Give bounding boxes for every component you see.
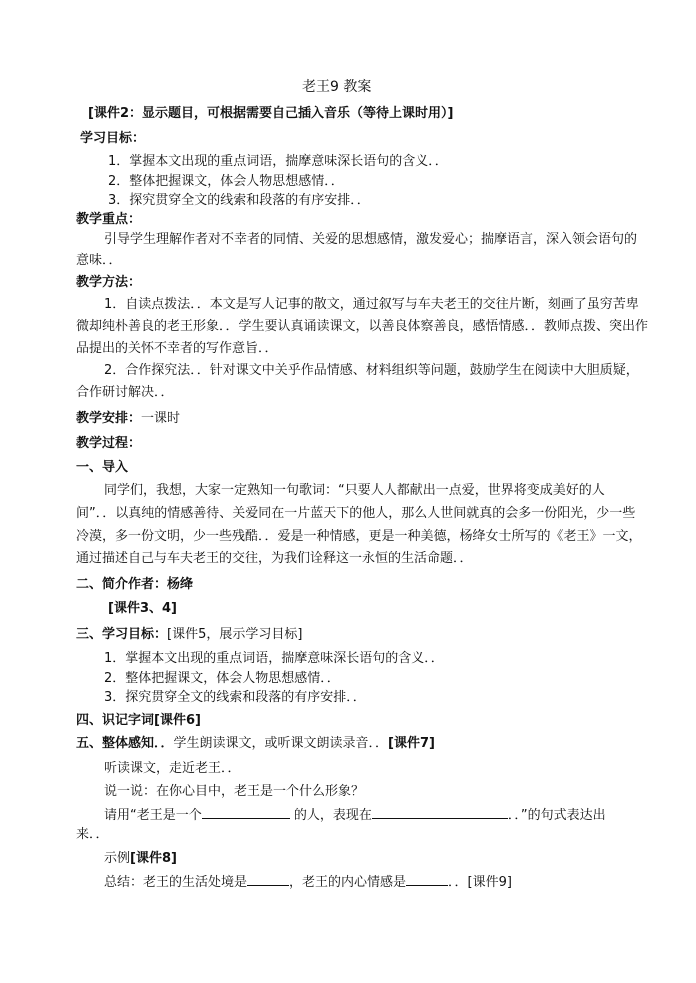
perceive-heading-line (76, 735, 435, 753)
goals2-heading-line (76, 626, 302, 644)
author-courseware: [课件3、4] (108, 601, 177, 616)
fill-blank (372, 806, 508, 819)
perceive-heading-ref: [课件7] (388, 736, 435, 751)
goal2-item: 3．探究贯穿全文的线索和段落的有序安排．． (104, 690, 366, 705)
key-points-heading: 教学重点： (76, 212, 142, 227)
courseware-note: [课件2：显示题目，可根据需要自己插入音乐（等待上课时用）] (88, 106, 454, 121)
summary-text: ，老王的内心情感是 (289, 875, 407, 890)
method-text: 2．合作探究法．．针对课文中关乎作品情感、材料组织等问题，鼓励学生在阅读中大胆质疑， (104, 363, 639, 378)
summary-line (104, 873, 512, 892)
method-text: 1．自读点拨法．．本文是写人记事的散文，通过叙写与车夫老王的交往片断，刻画了虽穷苦卑 (104, 297, 639, 312)
goal2-item: 1．掌握本文出现的重点词语，揣摩意味深长语句的含义．． (104, 651, 444, 666)
perceive-heading-text: 学生朗读课文，或听课文朗读录音．． (173, 736, 389, 751)
fill-blank (247, 873, 289, 886)
fill-blank (202, 806, 290, 819)
example-ref: [课件8] (130, 851, 177, 866)
methods-heading: 教学方法： (76, 275, 142, 290)
arrangement-line (76, 410, 180, 428)
intro-text: 间”．．以真纯的情感善待、关爱同在一片蓝天下的他人，那么人世间就真的会多一份阳光，少一些 (76, 506, 636, 521)
ask-line-continued: 来．． (76, 827, 109, 842)
ask-text: 请用“老王是一个 (104, 808, 202, 823)
page-title: 老王9 教案 (302, 79, 372, 95)
process-heading: 教学过程： (76, 436, 142, 451)
goals2-heading: 三、学习目标： (76, 627, 168, 642)
key-points-text: 引导学生理解作者对不幸者的同情、关爱的思想感情，激发爱心；揣摩语言，深入领会语句的 (104, 232, 638, 247)
words-heading: 四、识记字词[课件6] (76, 713, 201, 728)
ask-text: 的人，表现在 (293, 808, 372, 823)
perceive-heading: 五、整体感知．． (76, 736, 174, 751)
intro-text: 通过描述自己与车夫老王的交往，为我们诠释这一永恒的生活命题．． (76, 551, 473, 566)
arrangement-value: 一课时 (141, 411, 181, 426)
goal-item: 2．整体把握课文，体会人物思想感情．． (108, 174, 344, 189)
fill-blank (406, 873, 448, 886)
intro-text: 同学们，我想，大家一定熟知一句歌词：“只要人人都献出一点爱，世界将变成美好的人 (104, 483, 605, 498)
ask-text: ．．”的句式表达出 (507, 808, 606, 823)
intro-heading: 一、导入 (76, 460, 129, 475)
arrangement-heading: 教学安排： (76, 411, 142, 426)
author-heading: 二、简介作者：杨绛 (76, 577, 194, 592)
goals-heading: 学习目标： (80, 131, 146, 146)
say-text: 说一说：在你心目中，老王是一个什么形象？ (104, 784, 365, 799)
method-text: 微却纯朴善良的老王形象．．学生要认真诵读课文，以善良体察善良，感悟情感．．教师点拨、突出作 (76, 319, 649, 334)
ask-line (104, 806, 606, 825)
method-text: 品提出的关怀不幸者的写作意旨．． (76, 341, 278, 356)
goal-item: 1．掌握本文出现的重点词语，揣摩意味深长语句的含义．． (108, 154, 448, 169)
method-text: 合作研讨解决．． (76, 385, 174, 400)
summary-text: ．．[课件9] (448, 875, 512, 890)
goals2-heading-note: [课件5，展示学习目标] (167, 627, 303, 642)
goal-item: 3．探究贯穿全文的线索和段落的有序安排．． (108, 193, 370, 208)
key-points-text: 意味．． (76, 253, 122, 268)
intro-text: 冷漠，多一份文明，少一些残酷．．爱是一种情感，更是一种美德，杨绛女士所写的《老王》一文， (76, 529, 642, 544)
example-line (104, 850, 177, 868)
summary-text: 总结：老王的生活处境是 (104, 875, 248, 890)
example-text: 示例 (104, 851, 131, 866)
goal2-item: 2．整体把握课文，体会人物思想感情．． (104, 671, 340, 686)
listen-text: 听读课文，走近老王．． (104, 761, 241, 776)
